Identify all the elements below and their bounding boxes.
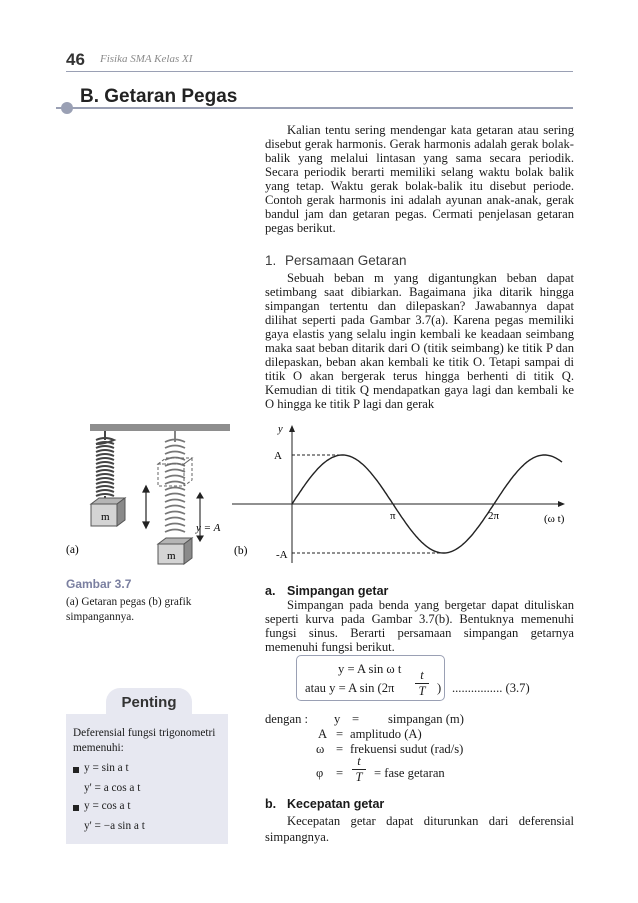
spring-left — [96, 431, 114, 502]
penting-item-4: y' = −a sin a t — [84, 820, 145, 832]
def-desc-A: amplitudo (A) — [350, 727, 422, 741]
subsection-number: 1. — [265, 253, 277, 268]
sub-b-paragraph: Kecepatan getar dapat diturunkan dari deferensial simpangnya. — [265, 814, 574, 844]
sub-b-letter: b. — [265, 797, 277, 811]
y-tick-negative-A: -A — [276, 549, 288, 561]
penting-title: Penting — [106, 688, 192, 718]
formula-line-2-prefix: atau y = A sin (2π — [305, 681, 395, 695]
phi-fraction — [352, 755, 366, 784]
formula-line-2-suffix: ) — [437, 681, 442, 695]
definitions-lead: dengan : — [265, 712, 309, 726]
y-tick-A: A — [274, 450, 282, 462]
spring-right-ghost — [165, 431, 185, 532]
def-symbol-phi: φ — [316, 766, 324, 780]
displacement-label: y = A — [196, 522, 221, 534]
figure-b-label: (b) — [234, 545, 248, 557]
x-tick-pi: π — [390, 510, 396, 522]
def-eq-omega: = — [336, 742, 344, 756]
phi-fraction-denominator: T — [355, 770, 363, 784]
def-symbol-omega: ω — [316, 742, 325, 756]
def-symbol-y: y — [334, 712, 341, 726]
mass-label-right: m — [167, 550, 176, 562]
def-desc-omega: frekuensi sudut (rad/s) — [350, 742, 464, 756]
equation-number: ................ (3.7) — [452, 681, 530, 695]
def-eq-y: = — [352, 712, 360, 726]
phi-fraction-numerator: t — [357, 754, 361, 768]
sub-a-title: Simpangan getar — [287, 584, 389, 598]
mass-label-left: m — [101, 511, 110, 523]
y-axis-label: y — [278, 424, 283, 435]
penting-item-3: y = cos a t — [84, 800, 131, 812]
figure-b-sine-chart — [232, 418, 577, 563]
def-symbol-A: A — [318, 727, 328, 741]
ceiling-bar — [90, 424, 230, 431]
header-rule — [66, 71, 573, 72]
figure-caption-title: Gambar 3.7 — [66, 577, 132, 591]
penting-bullet-1 — [73, 767, 79, 773]
section-bullet-dot — [61, 102, 73, 114]
x-tick-2pi: 2π — [488, 510, 500, 522]
formula-line-1: y = A sin ω t — [338, 662, 402, 676]
subsection-heading — [265, 253, 407, 268]
figure-caption-text: (a) Getaran pegas (b) grafik simpangannya. — [66, 596, 192, 623]
sub-a-letter: a. — [265, 584, 276, 598]
paragraph-persamaan-getaran: Sebuah beban m yang digantungkan beban dapat setimbang saat dibiarkan. Bagaimana jika ditarik hingga simpangan tertentu dan dilepaskan? Jawabannya dapat dilihat seperti pada Gambar 3.7(a). Karena pegas memiliki gaya elastis yang selalu ingin kembali ke keadaan seimbang maka saat beban ditarik dari O (titik seimbang) ke titik P dan dilepaskan, beban akan kembali ke titik O. Tetapi sampai di titik O akan bergerak terus hingga berhenti di titik Q. Kemudian di titik Q mendapatkan gaya lagi dan kembali ke O hingga ke titik P lagi dan gerak — [265, 271, 574, 411]
x-axis-label: (ω t) — [544, 513, 565, 525]
def-desc-phi: = fase getaran — [374, 766, 445, 780]
fraction-numerator: t — [420, 668, 424, 682]
penting-item-2: y' = a cos a t — [84, 782, 141, 794]
motion-arrow — [143, 486, 149, 528]
sub-a-paragraph: Simpangan pada benda yang bergetar dapat dituliskan seperti kurva pada Gambar 3.7(b). Bentuknya memenuhi fungsi sinus. Berarti persamaan simpangan getarnya memenuhi fungsi berikut. — [265, 598, 574, 654]
penting-bullet-2 — [73, 805, 79, 811]
def-eq-phi: = — [336, 766, 344, 780]
penting-item-1: y = sin a t — [84, 762, 129, 774]
y-axis-arrow — [289, 425, 295, 432]
def-eq-A: = — [336, 727, 344, 741]
x-axis-arrow — [558, 501, 565, 507]
penting-intro: Deferensial fungsi trigonometri memenuhi: — [73, 727, 216, 754]
fraction-denominator: T — [418, 684, 426, 698]
figure-a-label: (a) — [66, 544, 79, 556]
def-desc-y: simpangan (m) — [388, 712, 464, 726]
running-head: Fisika SMA Kelas XI — [100, 53, 193, 65]
page-number: 46 — [66, 50, 85, 69]
figure-a-spring-diagram — [60, 420, 240, 565]
subsection-title: Persamaan Getaran — [285, 253, 407, 268]
sub-b-title: Kecepatan getar — [287, 797, 385, 811]
section-title: B. Getaran Pegas — [80, 86, 238, 107]
formula-fraction — [415, 669, 429, 698]
intro-paragraph: Kalian tentu sering mendengar kata getaran atau sering disebut gerak harmonis. Gerak harmonis adalah gerak bolak-balik yang melalui lintasan yang sama secara periodik. Secara periodik berarti memiliki selang waktu bolak balik yang tetap. Waktu gerak bolak-balik itu disebut periode. Contoh gerak harmonis ini adalah ayunan anak-anak, gerak bandul jam dan getaran pegas. Cermati penjelasan getaran pegas berikut. — [265, 123, 574, 235]
